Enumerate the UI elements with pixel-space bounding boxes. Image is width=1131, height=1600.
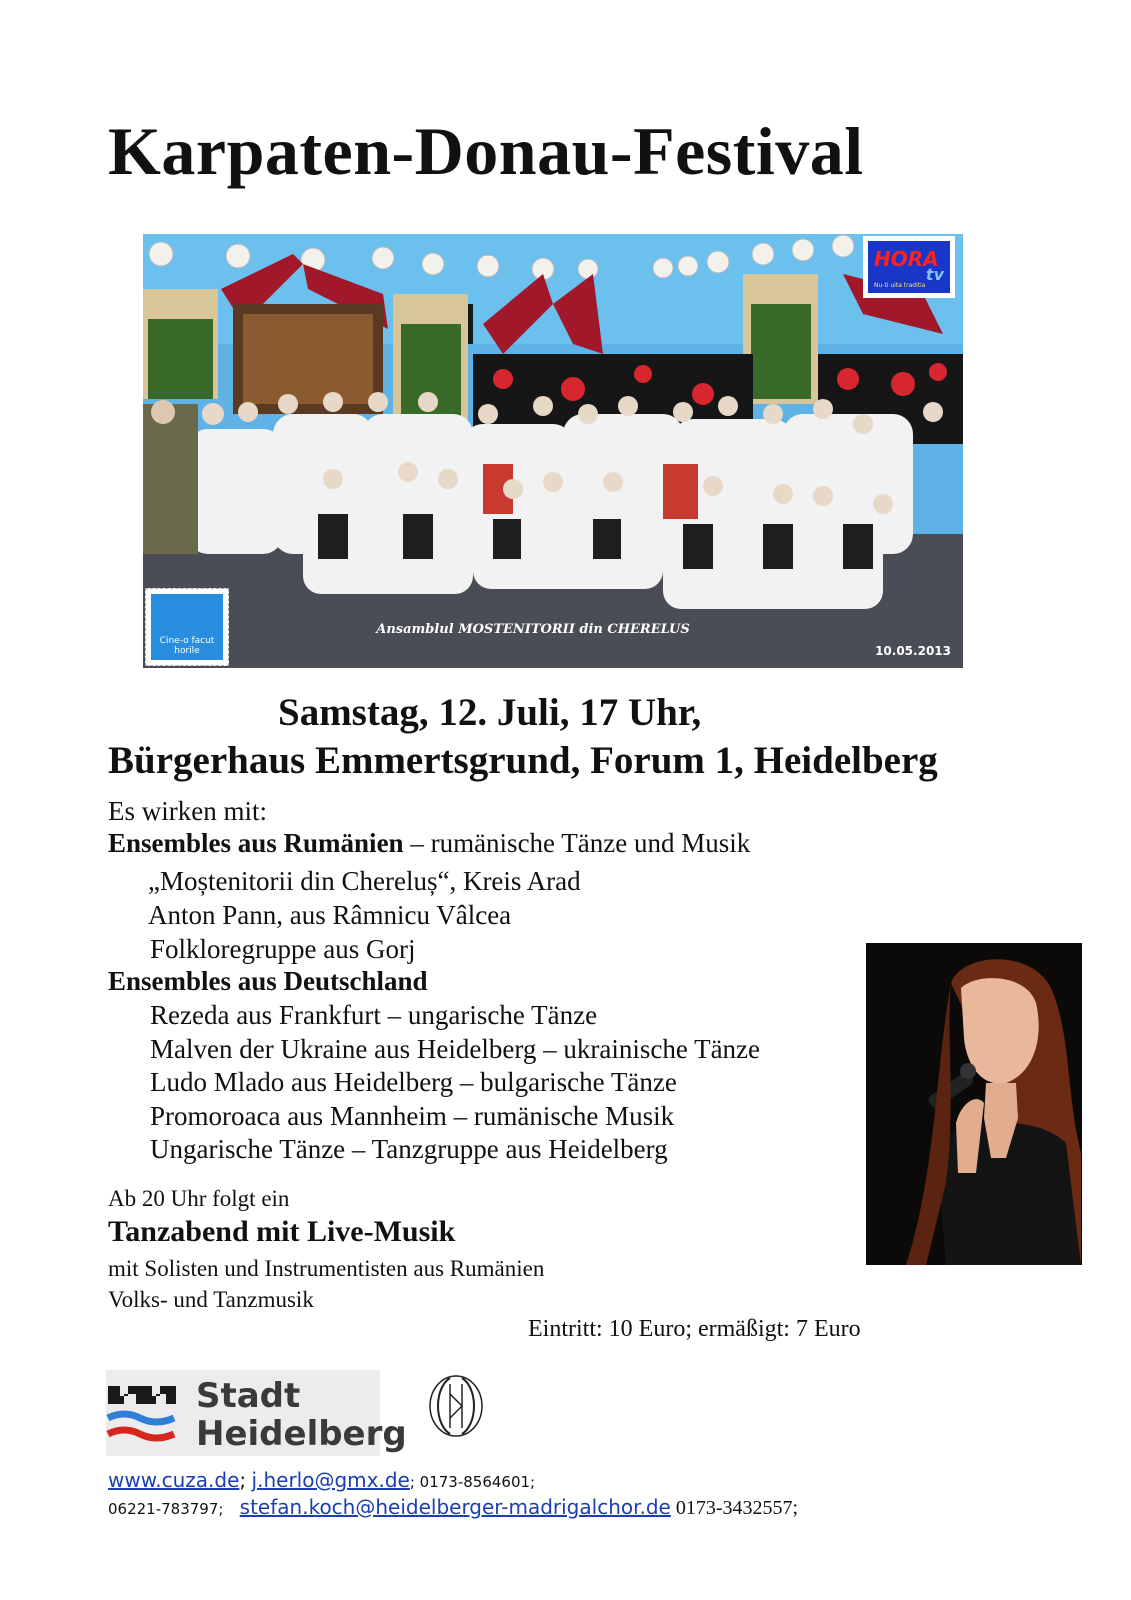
website-link[interactable]: www.cuza.de xyxy=(108,1468,240,1492)
ensemble-photo xyxy=(143,234,963,668)
stamp-text: Cine-o facut horile xyxy=(159,636,215,656)
romania-heading: Ensembles aus Rumänien xyxy=(108,828,404,858)
contact-separator: ; xyxy=(239,1468,247,1492)
hora-sub-text: Nu-ti uita traditia xyxy=(874,282,926,289)
heidelberg-text: Heidelberg xyxy=(196,1414,407,1454)
phone-3: 0173-3432557; xyxy=(670,1497,799,1519)
germany-heading: Ensembles aus Deutschland xyxy=(108,966,428,996)
evening-intro: Ab 20 Uhr folgt ein xyxy=(108,1186,290,1211)
romania-item: Anton Pann, aus Râmnicu Vâlcea xyxy=(148,900,512,930)
cuza-club-logo xyxy=(426,1374,486,1438)
germany-item: Promoroaca aus Mannheim – rumänische Musik xyxy=(150,1101,675,1131)
germany-item: Malven der Ukraine aus Heidelberg – ukrainische Tänze xyxy=(150,1034,761,1064)
cuza-emblem-icon xyxy=(426,1374,486,1438)
romania-heading-line xyxy=(108,828,750,859)
evening-line-1: mit Solisten und Instrumentisten aus Rumänien xyxy=(108,1256,545,1281)
photo-date: 10.05.2013 xyxy=(875,644,951,658)
contact-line-2 xyxy=(108,1495,798,1520)
romania-item: „Moștenitorii din Chereluș“, Kreis Arad xyxy=(148,866,581,896)
hora-tv-logo xyxy=(863,236,955,298)
poster-title: Karpaten-Donau-Festival xyxy=(108,113,864,189)
singer-illustration xyxy=(866,943,1082,1265)
photo-caption: Ansamblul MOSTENITORII din CHERELUS xyxy=(376,622,690,637)
email-link-koch[interactable]: stefan.koch@heidelberger-madrigalchor.de xyxy=(239,1495,671,1519)
program-intro: Es wirken mit: xyxy=(108,796,267,826)
email-link-herlo[interactable]: j.herlo@gmx.de xyxy=(251,1468,410,1492)
germany-item: Ungarische Tänze – Tanzgruppe aus Heidelberg xyxy=(150,1134,668,1164)
phone-1: ; 0173-8564601; xyxy=(409,1473,536,1491)
hora-tv-text: tv xyxy=(925,265,944,284)
germany-item: Rezeda aus Frankfurt – ungarische Tänze xyxy=(150,1000,598,1030)
contact-line-1 xyxy=(108,1468,535,1492)
phone-2: 06221-783797; xyxy=(108,1500,224,1518)
romania-description: – rumänische Tänze und Musik xyxy=(403,828,751,858)
stadt-heidelberg-logo xyxy=(106,1370,407,1456)
hora-logo-text: HORA xyxy=(874,247,939,271)
singer-photo xyxy=(866,943,1082,1265)
ensemble-photo-illustration xyxy=(143,234,963,668)
evening-line-2: Volks- und Tanzmusik xyxy=(108,1287,314,1312)
heidelberg-emblem-icon xyxy=(106,1374,186,1454)
stadt-text: Stadt xyxy=(196,1376,301,1416)
evening-title: Tanzabend mit Live-Musik xyxy=(108,1215,456,1248)
romania-item: Folkloregruppe aus Gorj xyxy=(150,934,416,964)
stamp-logo xyxy=(145,588,229,666)
event-date: Samstag, 12. Juli, 17 Uhr, xyxy=(278,691,702,734)
event-venue: Bürgerhaus Emmertsgrund, Forum 1, Heidelberg xyxy=(108,739,938,782)
germany-item: Ludo Mlado aus Heidelberg – bulgarische Tänze xyxy=(150,1067,677,1097)
admission-price: Eintritt: 10 Euro; ermäßigt: 7 Euro xyxy=(528,1316,861,1342)
